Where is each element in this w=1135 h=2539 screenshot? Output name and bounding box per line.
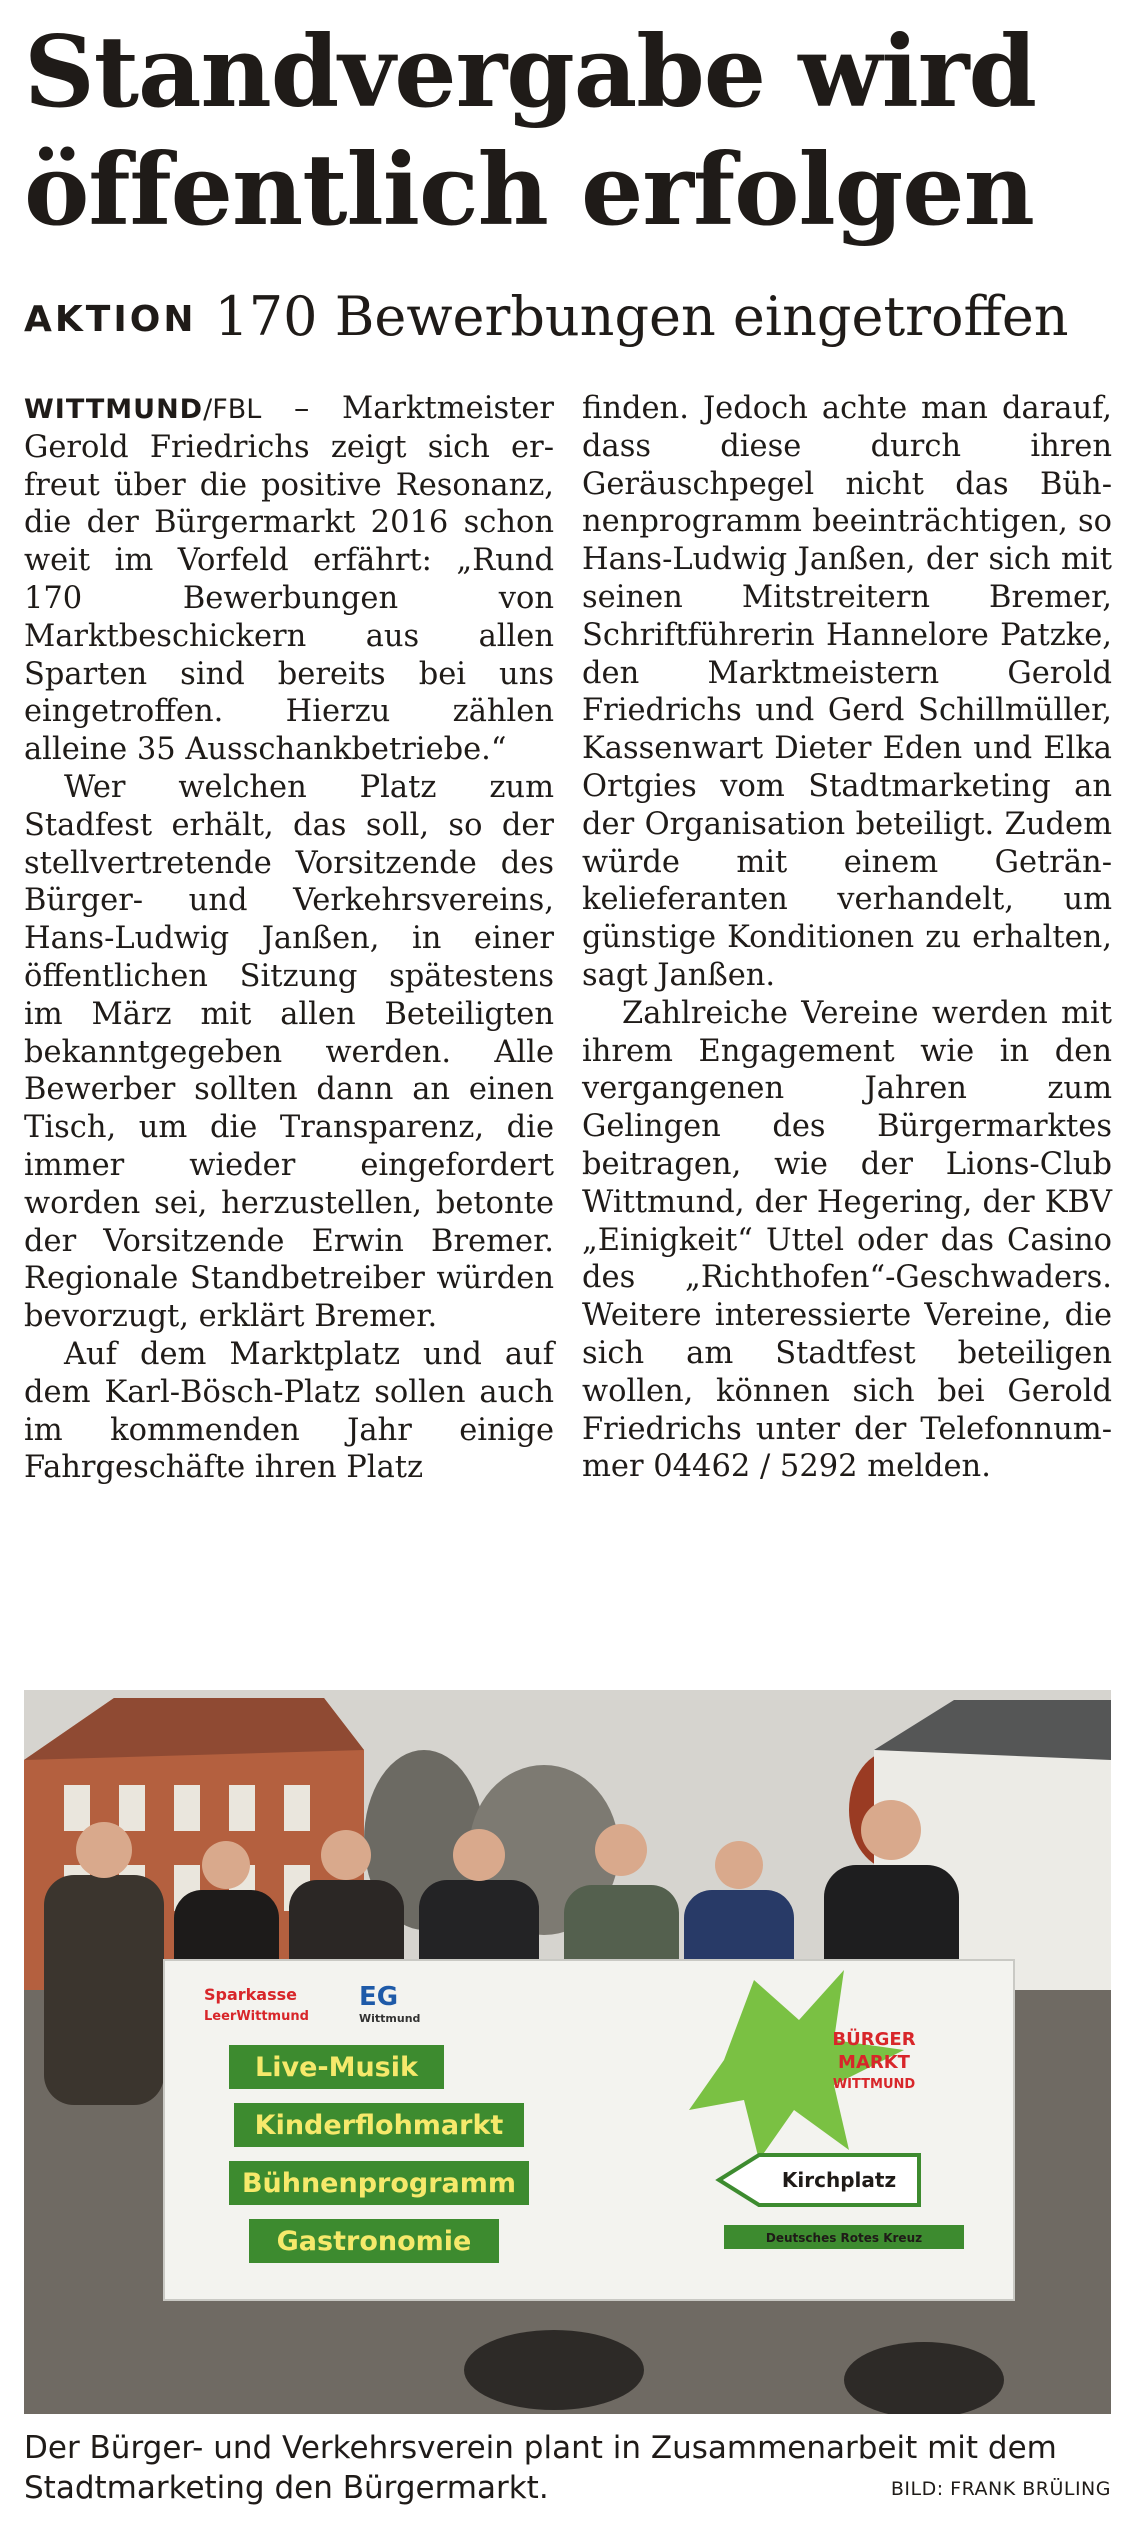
banner-sponsor2: EG	[359, 1982, 399, 2012]
photo-illustration	[24, 1690, 1111, 2414]
dateline-agency: /FBL	[203, 394, 262, 425]
banner-logo-line3: WITTMUND	[832, 2077, 916, 2092]
kicker: AKTION	[24, 299, 197, 340]
paragraph-text: – Marktmeister Gerold Friedrichs zeigt sich erfreut über die positive Resonanz, die der Bürgermarkt 2016 schon weit im Vorfeld erfährt: „Rund 170 Bewerbungen von Marktbeschickern aus allen Sparten sind bereits bei uns eingetroffen. Hierzu zählen alleine 35 Ausschankbetriebe.“	[24, 391, 554, 768]
paragraph: Zahlreiche Vereine werden mit ihrem Engagement wie in den vergangenen Jahren zum Gelingen des Bürgermarktes beitragen, wie der Lions-Club Wittmund, der Hegering, der KBV „Einigkeit“ Uttel oder das Casino des „Richthofen“-Geschwaders. Weitere interessierte Vereine, die sich am Stadtfest beteiligen wollen, können sich bei Gerold Friedrichs unter der Telefonnummer 04462 / 5292 melden.	[582, 995, 1112, 1485]
photo-credit: BILD: FRANK BRÜLING	[890, 2478, 1111, 2500]
headline-line-1: Standvergabe wird	[24, 15, 1036, 130]
paragraph: Wer welchen Platz zum Stadfest erhält, das soll, so der stellvertretende Vorsitzende des Bürger- und Verkehrsvereins, Hans-Ludwig Janßen, in einer öffentlichen Sitzung spätestens im März mit allen Beteiligten bekanntgegeben werden. Alle Bewerber sollten dann an einen Tisch, um die Transparenz, die immer wieder eingefordert worden sei, herzustellen, betonte der Vorsitzende Erwin Bremer. Regionale Standbetreiber würden bevorzugt, erklärt Bremer.	[24, 769, 554, 1335]
banner-sponsor1-line2: LeerWittmund	[204, 2009, 309, 2024]
banner-logo-line1: BÜRGER	[832, 2029, 916, 2050]
paragraph: finden. Jedoch achte man darauf, dass diese durch ihren Geräuschpegel nicht das Bühnenprogramm beeinträchtigen, so Hans-Ludwig Janßen, der sich mit seinen Mitstreitern Bremer, Schriftführerin Hannelore Patzke, den Marktmeistern Gerold Friedrichs und Gerd Schillmüller, Kassenwart Dieter Eden und Elka Ortgies vom Stadtmarketing an der Organisation beteiligt. Zudem würde mit einem Getränkelieferanten verhandelt, um günstige Konditionen zu erhalten, sagt Janßen.	[582, 391, 1112, 993]
sheep-statue	[464, 2330, 644, 2410]
article-photo	[24, 1690, 1111, 2414]
headline-line-2: öffentlich erfolgen	[24, 133, 1034, 248]
headline	[24, 14, 1114, 250]
banner-logo-line2: MARKT	[838, 2052, 910, 2073]
article-column-right	[582, 390, 1112, 1486]
paragraph: Auf dem Marktplatz und auf dem Karl-Bösch-Platz sollen auch im kommenden Jahr einige Fahrgeschäfte ihren Platz	[24, 1336, 554, 1486]
banner-item-label: Kinderflohmarkt	[254, 2110, 504, 2141]
subheadline-text: 170 Bewerbungen eingetroffen	[214, 285, 1069, 348]
banner-arrow-label: Kirchplatz	[781, 2168, 897, 2192]
banner-sponsor2-sub: Wittmund	[359, 2012, 421, 2025]
photo-caption: Der Bürger- und Verkehrsverein plant in Zusammenarbeit mit dem Stadtmarketing den Bürgermarkt.	[24, 2430, 1057, 2506]
market-banner	[164, 1960, 1014, 2300]
dateline-place: WITTMUND	[24, 394, 204, 425]
banner-item-label: Bühnenprogramm	[241, 2168, 517, 2199]
subheadline	[24, 282, 1114, 355]
banner-sponsor1-line1: Sparkasse	[204, 1985, 297, 2004]
paragraph	[24, 390, 554, 769]
banner-item-label: Live-Musik	[255, 2052, 418, 2083]
banner-item-label: Gastronomie	[276, 2226, 472, 2257]
article-column-left	[24, 390, 554, 1487]
banner-footer-sponsor: Deutsches Rotes Kreuz	[765, 2231, 923, 2245]
